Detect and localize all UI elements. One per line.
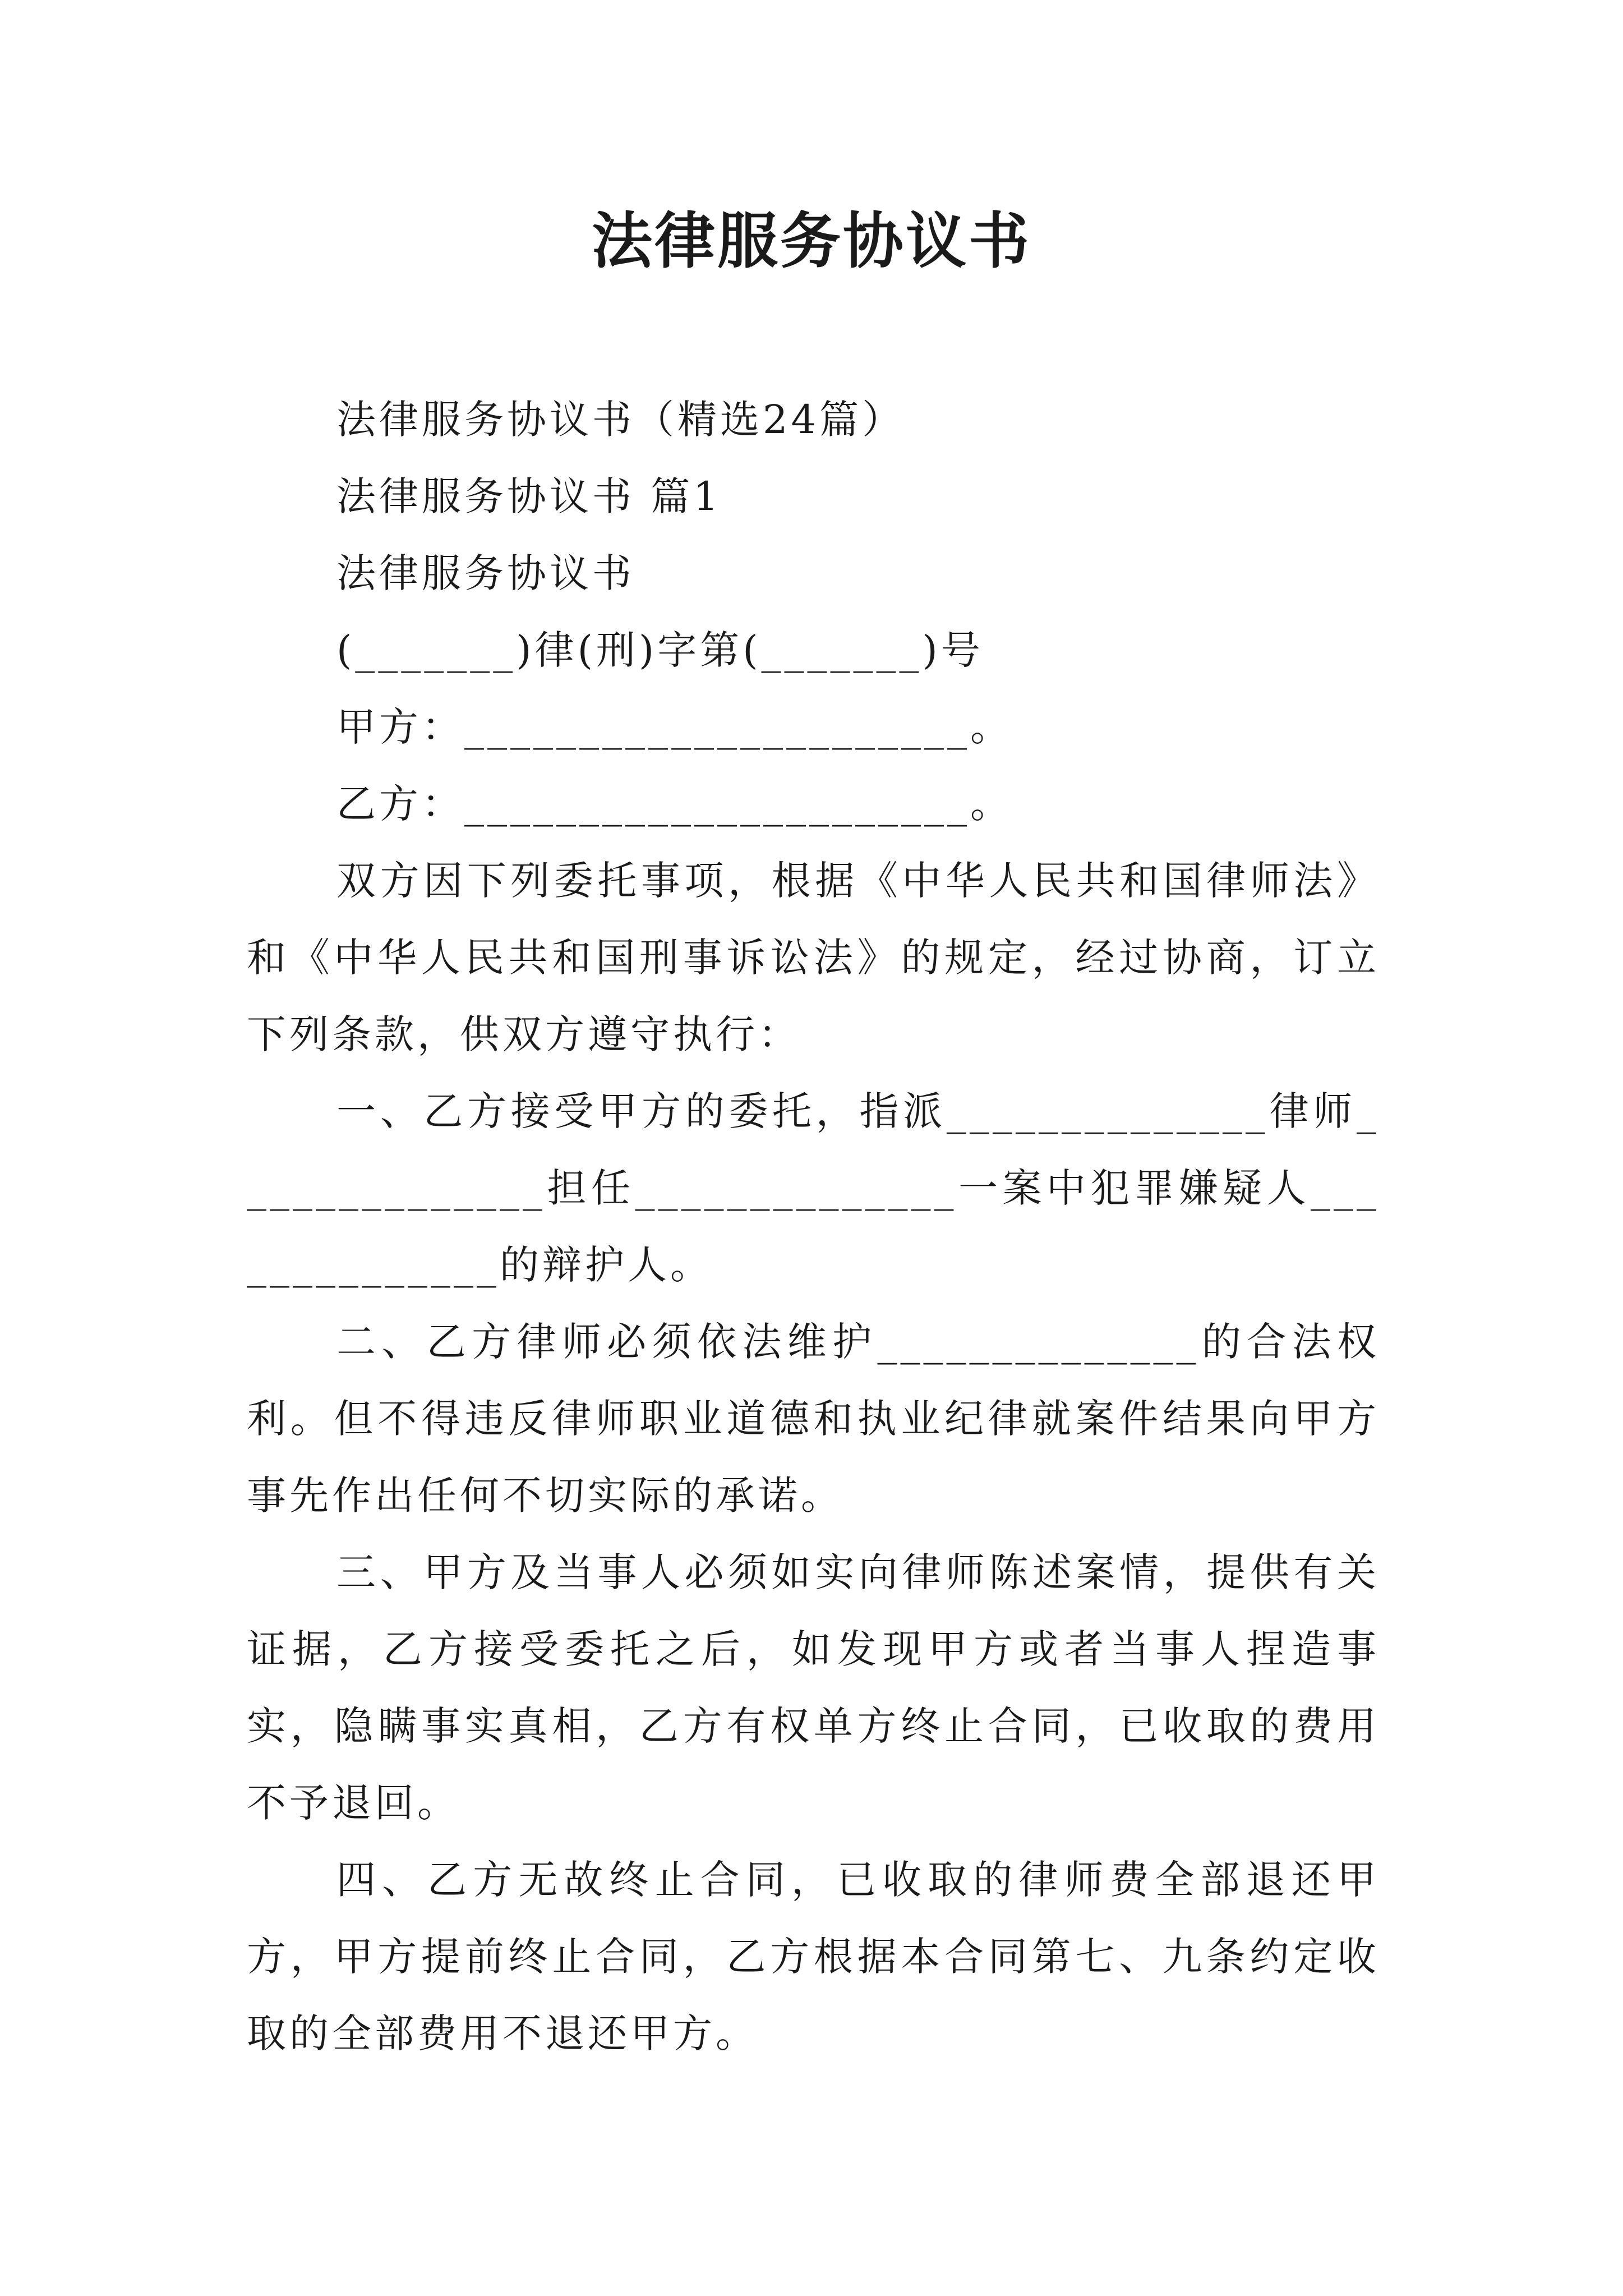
document-body xyxy=(247,381,1380,2072)
paragraph-party-b: 乙方：______________________。 xyxy=(336,781,1013,827)
paragraph-agreement-name: 法律服务协议书 xyxy=(336,550,635,596)
document-title: 法律服务协议书 xyxy=(591,206,1031,277)
paragraph-section-heading: 法律服务协议书 篇1 xyxy=(336,473,722,519)
paragraph-clause-1: 一、乙方接受甲方的委托，指派______________律师______________担任______________一案中犯罪嫌疑人______________的辩护人。 xyxy=(247,1088,1380,1288)
paragraph-party-a: 甲方：______________________。 xyxy=(336,704,1013,750)
paragraph-clause-4: 四、乙方无故终止合同，已收取的律师费全部退还甲方，甲方提前终止合同，乙方根据本合同第七、九条约定收取的全部费用不退还甲方。 xyxy=(247,1857,1380,2056)
paragraph-subtitle: 法律服务协议书（精选24篇） xyxy=(336,397,905,443)
paragraph-clause-2: 二、乙方律师必须依法维护______________的合法权利。但不得违反律师职业道德和执业纪律就案件结果向甲方事先作出任何不切实际的承诺。 xyxy=(247,1319,1380,1519)
paragraph-case-number: (_______)律(刑)字第(_______)号 xyxy=(336,627,984,673)
paragraph-clause-3: 三、甲方及当事人必须如实向律师陈述案情，提供有关证据，乙方接受委托之后，如发现甲方或者当事人捏造事实，隐瞒事实真相，乙方有权单方终止合同，已收取的费用不予退回。 xyxy=(247,1549,1380,1826)
paragraph-preamble: 双方因下列委托事项，根据《中华人民共和国律师法》和《中华人民共和国刑事诉讼法》的规定，经过协商，订立下列条款，供双方遵守执行： xyxy=(247,858,1380,1057)
